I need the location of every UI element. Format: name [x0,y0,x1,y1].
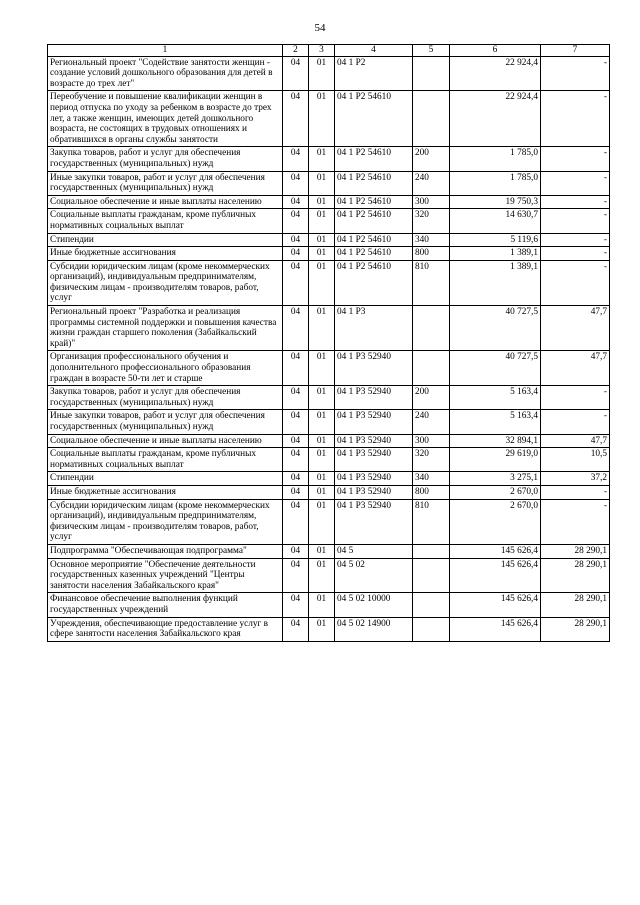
row-name: Региональный проект "Разработка и реализация программы системной поддержки и повышения качества жизни граждан старшего поколения (Забайкальский край)" [48,306,283,351]
row-target-code: 04 1 P3 52940 [335,351,413,386]
row-name: Финансовое обеспечение выполнения функций государственных учреждений [48,593,283,617]
row-target-code: 04 1 P2 54610 [335,195,413,209]
row-amount-plan: 145 626,4 [450,617,541,641]
row-amount-plan: 32 894,1 [450,434,541,448]
table-row [48,260,610,305]
row-target-code: 04 1 P3 52940 [335,485,413,499]
table-row [48,434,610,448]
table-row [48,56,610,91]
table-row [48,617,610,641]
row-section: 04 [283,260,309,305]
header-cell: 1 [48,45,283,57]
row-target-code: 04 1 P3 52940 [335,472,413,486]
row-subsection: 01 [309,233,335,247]
row-subsection: 01 [309,351,335,386]
row-target-code: 04 5 02 10000 [335,593,413,617]
row-amount-plan: 5 119,6 [450,233,541,247]
row-amount-plan: 14 630,7 [450,209,541,233]
row-amount-executed: 10,5 [541,448,610,472]
row-name: Подпрограмма "Обеспечивающая подпрограмма" [48,544,283,558]
row-name: Субсидии юридическим лицам (кроме некоммерческих организаций), индивидуальным предпринимателям, физическим лицам - производителям товаров, работ, услуг [48,499,283,544]
header-cell: 5 [413,45,450,57]
row-amount-plan: 2 670,0 [450,485,541,499]
page-number: 54 [314,22,326,34]
row-target-code: 04 1 P2 54610 [335,260,413,305]
table-row [48,247,610,261]
header-cell: 6 [450,45,541,57]
row-subsection: 01 [309,472,335,486]
row-section: 04 [283,306,309,351]
row-amount-executed: - [541,147,610,171]
row-section: 04 [283,434,309,448]
table-row [48,195,610,209]
row-name: Организация профессионального обучения и дополнительного профессионального образования граждан в возрасте 50-ти лет и старше [48,351,283,386]
row-amount-executed: - [541,233,610,247]
table-row [48,410,610,434]
row-subsection: 01 [309,260,335,305]
row-target-code: 04 1 P2 54610 [335,91,413,147]
row-target-code: 04 1 P3 [335,306,413,351]
header-cell: 2 [283,45,309,57]
row-expense-type: 340 [413,472,450,486]
row-expense-type: 300 [413,195,450,209]
row-name: Закупка товаров, работ и услуг для обеспечения государственных (муниципальных) нужд [48,147,283,171]
row-subsection: 01 [309,91,335,147]
row-amount-executed: - [541,485,610,499]
row-expense-type: 800 [413,485,450,499]
row-name: Региональный проект "Содействие занятости женщин - создание условий дошкольного образования для детей в возрасте до трех лет" [48,56,283,91]
row-subsection: 01 [309,56,335,91]
row-subsection: 01 [309,386,335,410]
header-cell: 7 [541,45,610,57]
row-amount-plan: 5 163,4 [450,410,541,434]
row-target-code: 04 1 P2 54610 [335,171,413,195]
table-row [48,544,610,558]
row-expense-type: 240 [413,171,450,195]
row-amount-executed: 47,7 [541,434,610,448]
row-name: Основное мероприятие "Обеспечение деятельности государственных казенных учреждений "Центры занятости населения Забайкальского края" [48,558,283,593]
row-amount-plan: 29 619,0 [450,448,541,472]
row-target-code: 04 1 P3 52940 [335,386,413,410]
row-amount-plan: 22 924,4 [450,56,541,91]
row-expense-type [413,56,450,91]
row-section: 04 [283,448,309,472]
row-target-code: 04 1 P2 54610 [335,233,413,247]
row-name: Переобучение и повышение квалификации женщин в период отпуска по уходу за ребенком в возрасте до трех лет, а также женщин, имеющих детей дошкольного возраста, не состоящих в трудовых отношениях и обратившихся в органы службы занятости [48,91,283,147]
row-amount-plan: 145 626,4 [450,558,541,593]
row-section: 04 [283,472,309,486]
row-name: Субсидии юридическим лицам (кроме некоммерческих организаций), индивидуальным предпринимателям, физическим лицам - производителям товаров, работ, услуг [48,260,283,305]
header-cell: 4 [335,45,413,57]
row-section: 04 [283,558,309,593]
row-amount-executed: - [541,499,610,544]
row-amount-plan: 1 389,1 [450,260,541,305]
row-section: 04 [283,485,309,499]
row-amount-executed: - [541,260,610,305]
row-section: 04 [283,233,309,247]
table-row [48,91,610,147]
row-section: 04 [283,499,309,544]
row-name: Закупка товаров, работ и услуг для обеспечения государственных (муниципальных) нужд [48,386,283,410]
row-section: 04 [283,195,309,209]
row-name: Иные бюджетные ассигнования [48,485,283,499]
row-amount-plan: 3 275,1 [450,472,541,486]
row-amount-executed: - [541,91,610,147]
row-expense-type [413,306,450,351]
table-row [48,485,610,499]
row-amount-plan: 40 727,5 [450,351,541,386]
row-amount-plan: 145 626,4 [450,593,541,617]
row-name: Учреждения, обеспечивающие предоставление услуг в сфере занятости населения Забайкальского края [48,617,283,641]
row-expense-type [413,593,450,617]
row-name: Иные бюджетные ассигнования [48,247,283,261]
row-amount-executed: 37,2 [541,472,610,486]
row-expense-type: 320 [413,448,450,472]
row-amount-plan: 22 924,4 [450,91,541,147]
row-name: Социальное обеспечение и иные выплаты населению [48,195,283,209]
row-subsection: 01 [309,306,335,351]
table-row [48,593,610,617]
row-name: Иные закупки товаров, работ и услуг для обеспечения государственных (муниципальных) нужд [48,410,283,434]
row-target-code: 04 5 02 [335,558,413,593]
row-name: Социальные выплаты гражданам, кроме публичных нормативных социальных выплат [48,448,283,472]
row-section: 04 [283,171,309,195]
row-subsection: 01 [309,247,335,261]
row-section: 04 [283,617,309,641]
table-row [48,499,610,544]
row-subsection: 01 [309,434,335,448]
row-subsection: 01 [309,499,335,544]
row-section: 04 [283,247,309,261]
row-amount-executed: 28 290,1 [541,593,610,617]
header-row [48,45,610,57]
table-row [48,386,610,410]
row-expense-type [413,351,450,386]
row-subsection: 01 [309,171,335,195]
row-amount-plan: 40 727,5 [450,306,541,351]
row-amount-plan: 1 389,1 [450,247,541,261]
row-expense-type [413,91,450,147]
row-amount-executed: 47,7 [541,351,610,386]
table-row [48,147,610,171]
row-amount-executed: - [541,171,610,195]
row-target-code: 04 1 P3 52940 [335,499,413,544]
row-amount-plan: 5 163,4 [450,386,541,410]
budget-table [47,44,610,642]
row-expense-type: 800 [413,247,450,261]
row-subsection: 01 [309,195,335,209]
row-subsection: 01 [309,593,335,617]
row-subsection: 01 [309,410,335,434]
row-target-code: 04 1 P3 52940 [335,448,413,472]
row-expense-type: 240 [413,410,450,434]
row-amount-executed: 28 290,1 [541,558,610,593]
row-section: 04 [283,351,309,386]
row-name: Стипендии [48,472,283,486]
row-amount-executed: 28 290,1 [541,617,610,641]
row-expense-type: 810 [413,260,450,305]
row-section: 04 [283,410,309,434]
header-cell: 3 [309,45,335,57]
row-amount-executed: 28 290,1 [541,544,610,558]
row-amount-plan: 19 750,3 [450,195,541,209]
row-target-code: 04 1 P2 54610 [335,247,413,261]
row-subsection: 01 [309,448,335,472]
row-amount-executed: - [541,386,610,410]
row-section: 04 [283,209,309,233]
table-row [48,233,610,247]
row-name: Иные закупки товаров, работ и услуг для обеспечения государственных (муниципальных) нужд [48,171,283,195]
row-target-code: 04 5 02 14900 [335,617,413,641]
row-expense-type [413,558,450,593]
row-target-code: 04 1 P3 52940 [335,434,413,448]
row-expense-type: 200 [413,147,450,171]
row-name: Стипендии [48,233,283,247]
row-expense-type: 340 [413,233,450,247]
row-expense-type: 320 [413,209,450,233]
row-amount-plan: 145 626,4 [450,544,541,558]
row-subsection: 01 [309,558,335,593]
row-expense-type [413,617,450,641]
row-amount-plan: 1 785,0 [450,147,541,171]
row-expense-type: 200 [413,386,450,410]
row-expense-type: 810 [413,499,450,544]
table-row [48,306,610,351]
row-amount-executed: - [541,195,610,209]
row-target-code: 04 1 P3 52940 [335,410,413,434]
row-target-code: 04 1 P2 [335,56,413,91]
row-amount-executed: - [541,410,610,434]
row-section: 04 [283,147,309,171]
row-amount-executed: - [541,247,610,261]
row-amount-executed: - [541,209,610,233]
row-subsection: 01 [309,617,335,641]
row-expense-type: 300 [413,434,450,448]
row-subsection: 01 [309,544,335,558]
table-row [48,448,610,472]
table-row [48,472,610,486]
row-amount-executed: - [541,56,610,91]
row-amount-executed: 47,7 [541,306,610,351]
row-subsection: 01 [309,209,335,233]
row-expense-type [413,544,450,558]
table-row [48,171,610,195]
row-section: 04 [283,386,309,410]
row-section: 04 [283,593,309,617]
table-row [48,558,610,593]
row-section: 04 [283,91,309,147]
row-target-code: 04 1 P2 54610 [335,147,413,171]
row-amount-plan: 2 670,0 [450,499,541,544]
row-name: Социальные выплаты гражданам, кроме публичных нормативных социальных выплат [48,209,283,233]
row-section: 04 [283,56,309,91]
row-section: 04 [283,544,309,558]
row-subsection: 01 [309,147,335,171]
table-row [48,209,610,233]
row-target-code: 04 1 P2 54610 [335,209,413,233]
row-subsection: 01 [309,485,335,499]
table-row [48,351,610,386]
row-amount-plan: 1 785,0 [450,171,541,195]
row-name: Социальное обеспечение и иные выплаты населению [48,434,283,448]
row-target-code: 04 5 [335,544,413,558]
